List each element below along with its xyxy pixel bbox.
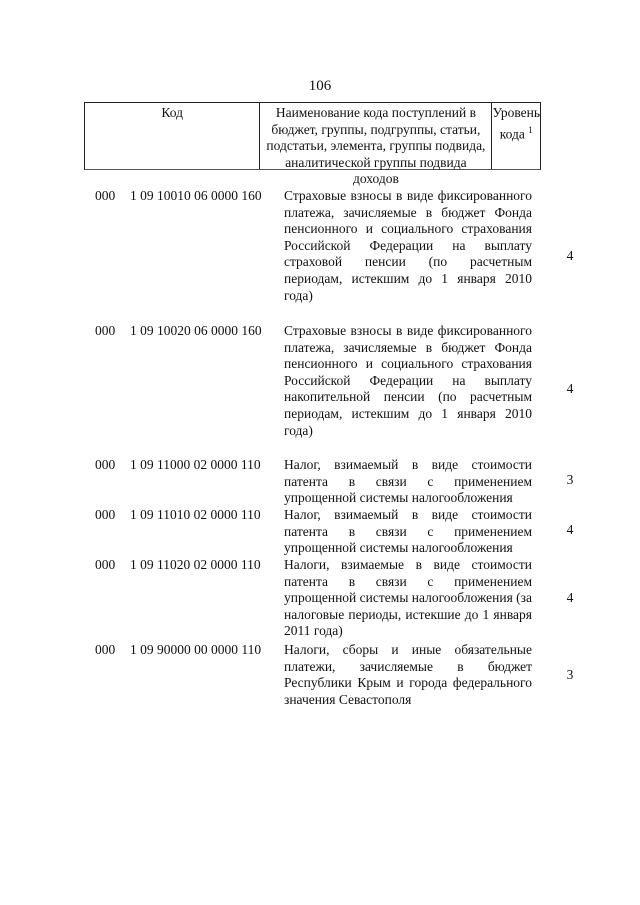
footnote-marker: 1 xyxy=(528,124,533,135)
row-prefix: 000 xyxy=(95,457,116,472)
row-code: 1 09 11000 02 0000 110 xyxy=(130,457,261,472)
header-level-line xyxy=(492,122,540,143)
row-level: 4 xyxy=(566,590,574,605)
row-level: 4 xyxy=(566,381,574,396)
row-name: Налог, взимаемый в виде стоимости патента в связи с применением упрощенной системы налогообложения xyxy=(284,507,532,556)
row-prefix: 000 xyxy=(95,507,116,522)
row-level: 4 xyxy=(566,248,574,263)
row-name: Страховые взносы в виде фиксированного платежа, зачисляемые в бюджет Фонда пенсионного и социального страхования Российской Федерации на выплату страховой пенсии (по расчетным периодам, истекшим до 1 января 2010 года) xyxy=(284,188,532,303)
row-code: 1 09 90000 00 0000 110 xyxy=(130,642,262,657)
row-prefix: 000 xyxy=(95,557,116,572)
row-name: Страховые взносы в виде фиксированного платежа, зачисляемые в бюджет Фонда пенсионного и социального страхования Российской Федерации на выплату накопительной пенсии (по расчетным периодам, истекшим до 1 января 2010 года) xyxy=(284,323,532,438)
page-number: 106 xyxy=(308,78,332,94)
row-code: 1 09 10020 06 0000 160 xyxy=(130,323,262,338)
row-name: Налог, взимаемый в виде стоимости патента в связи с применением упрощенной системы налогообложения xyxy=(284,457,532,506)
row-level: 4 xyxy=(566,522,574,537)
header-level-line: Уровень xyxy=(492,105,540,120)
header-name-line: Наименование кода поступлений в xyxy=(275,105,476,120)
row-name: Налоги, сборы и иные обязательные платежи, зачисляемые в бюджет Республики Крым и города федерального значения Севастополя xyxy=(284,642,532,707)
row-prefix: 000 xyxy=(95,323,116,338)
header-level-label: кода xyxy=(499,126,525,141)
row-prefix: 000 xyxy=(95,642,116,657)
row-prefix: 000 xyxy=(95,188,116,203)
row-level: 3 xyxy=(566,472,574,487)
row-code: 1 09 11020 02 0000 110 xyxy=(130,557,261,572)
header-name xyxy=(260,103,492,186)
header-level xyxy=(492,103,540,169)
header-code-label: Код xyxy=(161,105,183,120)
row-code: 1 09 10010 06 0000 160 xyxy=(130,188,262,203)
header-name-line: бюджет, группы, подгруппы, статьи, xyxy=(271,121,481,137)
header-code xyxy=(85,103,260,169)
header-name-line: аналитической группы подвида доходов xyxy=(285,154,467,186)
row-name: Налоги, взимаемые в виде стоимости патента в связи с применением упрощенной системы налогообложения (за налоговые периоды, истекшие до 1 января 2011 года) xyxy=(284,557,532,639)
row-code: 1 09 11010 02 0000 110 xyxy=(130,507,261,522)
header-name-line: подстатьи, элемента, группы подвида, xyxy=(266,138,486,153)
table-header xyxy=(84,102,541,186)
row-level: 3 xyxy=(566,667,574,682)
